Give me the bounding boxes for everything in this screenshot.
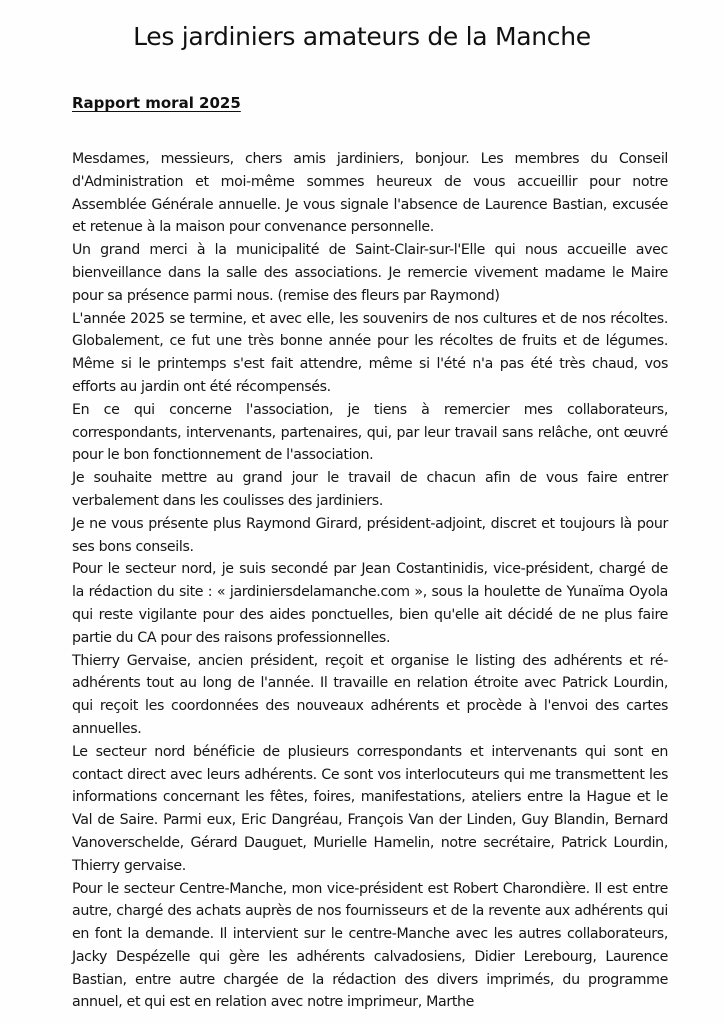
- section-heading: Rapport moral 2025: [72, 94, 241, 112]
- paragraph-welcome: Mesdames, messieurs, chers amis jardiniers, bonjour. Les membres du Conseil d'Administration et moi-même sommes heureux de vous accueillir pour notre Assemblée Générale annuelle. Je vous signale l'absence de Laurence Bastian, excusée et retenue à la maison pour convenance personnelle.: [72, 151, 668, 236]
- document-body: [72, 148, 668, 1014]
- paragraph-secteur-nord: Pour le secteur nord, je suis secondé par Jean Costantinidis, vice-président, chargé de la rédaction du site : « jardiniersdelamanche.com », sous la houlette de Yunaïma Oyola qui reste vigilante pour des aides ponctuelles, bien qu'elle ait décidé de ne plus faire partie du CA pour des raisons professionnelles.: [72, 561, 668, 646]
- paragraph-year-review: L'année 2025 se termine, et avec elle, les souvenirs de nos cultures et de nos récoltes. Globalement, ce fut une très bonne année pour les récoltes de fruits et de légumes. Même si le printemps s'est fait attendre, même si l'été n'a pas été très chaud, vos efforts au jardin ont été récompensés.: [72, 310, 668, 395]
- paragraph-association-thanks: En ce qui concerne l'association, je tiens à remercier mes collaborateurs, correspondants, intervenants, partenaires, qui, par leur travail sans relâche, ont œuvré pour le bon fonctionnement de l'association.: [72, 401, 668, 464]
- paragraph-thanks-municipality: Un grand merci à la municipalité de Saint-Clair-sur-l'Elle qui nous accueille avec bienveillance dans la salle des associations. Je remercie vivement madame le Maire pour sa présence parmi nous. (remise des fleurs par Raymond): [72, 242, 668, 304]
- document-title: Les jardiniers amateurs de la Manche: [133, 22, 591, 51]
- paragraph-correspondants-nord: Le secteur nord bénéficie de plusieurs correspondants et intervenants qui sont en contact direct avec leurs adhérents. Ce sont vos interlocuteurs qui me transmettent les informations concernant les fêtes, foires, manifestations, ateliers entre la Hague et le Val de Saire. Parmi eux, Eric Dangréau, François Van der Linden, Guy Blandin, Bernard Vanoverschelde, Gérard Dauguet, Murielle Hamelin, notre secrétaire, Patrick Lourdin, Thierry gervaise.: [72, 743, 668, 874]
- paragraph-behind-scenes: Je souhaite mettre au grand jour le travail de chacun afin de vous faire entrer verbalement dans les coulisses des jardiniers.: [72, 470, 668, 509]
- paragraph-president-adjoint: Je ne vous présente plus Raymond Girard, président-adjoint, discret et toujours là pour ses bons conseils.: [72, 515, 668, 555]
- paragraph-listing-adherents: Thierry Gervaise, ancien président, reçoit et organise le listing des adhérents et ré-adhérents tout au long de l'année. Il travaille en relation étroite avec Patrick Lourdin, qui reçoit les coordonnées des nouveaux adhérents et procède à l'envoi des cartes annuelles.: [72, 652, 668, 737]
- paragraph-centre-manche: Pour le secteur Centre-Manche, mon vice-président est Robert Charondière. Il est entre autre, chargé des achats auprès de nos fournisseurs et de la revente aux adhérents qui en font la demande. Il intervient sur le centre-Manche avec les autres collaborateurs, Jacky Despézelle qui gère les adhérents calvadosiens, Didier Lerebourg, Laurence Bastian, entre autre chargée de la rédaction des divers imprimés, du programme annuel, et qui est en relation avec notre imprimeur, Marthe: [72, 880, 668, 1011]
